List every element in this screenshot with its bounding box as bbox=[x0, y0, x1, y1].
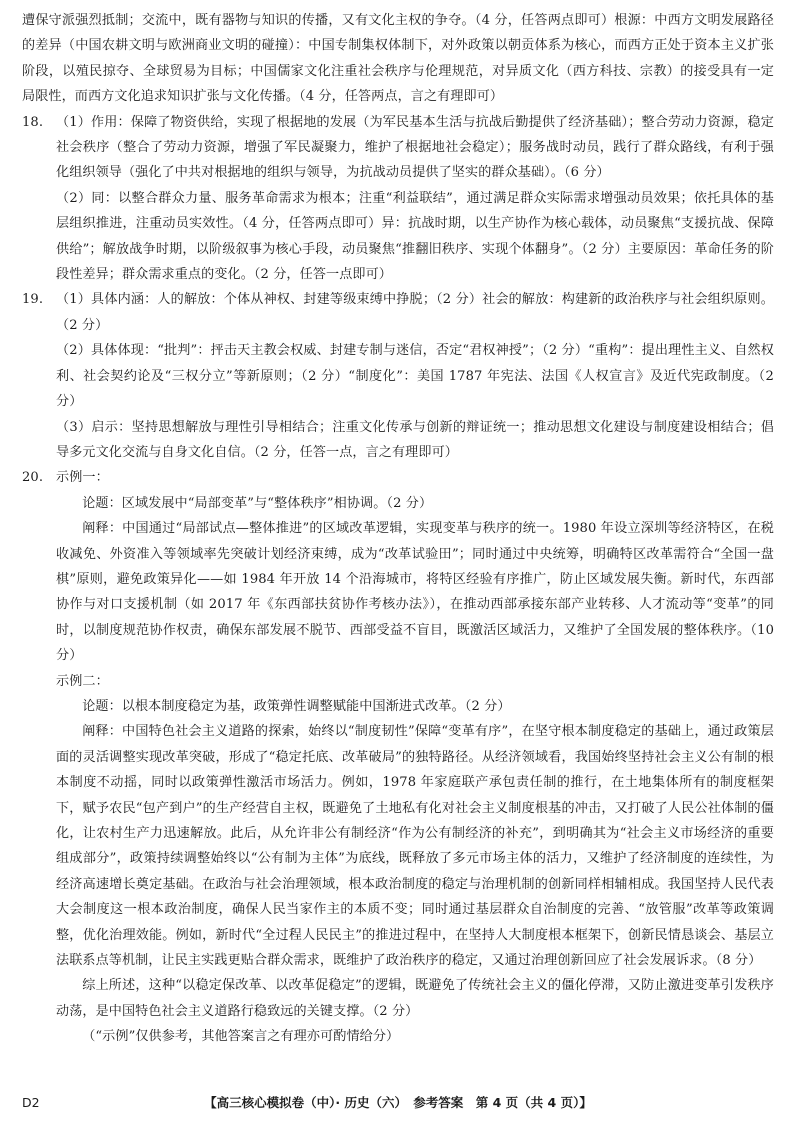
q20-example-2-body: 阐释：中国特色社会主义道路的探索，始终以“制度韧性”保障“变革有序”，在坚守根本制度稳定的基础上，通过政策层面的灵活调整实现改革突破，形成了“稳定托底、改革破局”的独特路径。从经济领域看，我国始终坚持社会主义公有制的根本制度不动摇，同时以政策弹性激活市场活力。例如，1978 年家庭联产承包责任制的推行，在土地集体所有的制度框架下，赋予农民“包产到户”的生产经营自主权，既避免了土地私有化对社会主义制度根基的冲击，又打破了人民公社体制的僵化，让农村生产力迅速解放。此后，从允许非公有制经济“作为公有制经济的补充”，到明确其为“社会主义市场经济的重要组成部分”，政策持续调整始终以“公有制为主体”为底线，既释放了多元市场主体的活力，又维护了经济制度的连续性，为经济高速增长奠定基础。在政治与社会治理领域，根本政治制度的稳定与治理机制的创新同样相辅相成。我国坚持人民代表大会制度这一根本政治制度，确保人民当家作主的本质不变；同时通过基层群众自治制度的完善、“放管服”改革等政策调整，优化治理效能。例如，新时代“全过程人民民主”的推进过程中，在坚持人大制度根本框架下，创新民情恳谈会、基层立法联系点等机制，让民主实践更贴合群众需求，既维护了政治秩序的稳定，又通过治理创新回应了社会发展诉求。（8 分） bbox=[56, 724, 774, 969]
answer-content bbox=[22, 8, 774, 1050]
q19-part-2: （2）具体体现：“批判”：抨击天主教会权威、封建专制与迷信，否定“君权神授”；（2 分）“重构”：提出理性主义、自然权利、社会契约论及“三权分立”等新原则；（2 分）“制度化”：美国 1787 年宪法、法国《人权宣言》及近代宪政制度。（2 分） bbox=[56, 343, 774, 410]
page-footer bbox=[22, 1094, 774, 1112]
q17-continuation-paragraph: 遭保守派强烈抵制；交流中，既有器物与知识的传播，又有文化主权的争夺。（4 分，任答两点即可）根源：中西方文明发展路径的差异（中国农耕文明与欧洲商业文明的碰撞）：中国专制集权体制下，对外政策以朝贡体系为核心，而西方正处于资本主义扩张阶段，以殖民掠夺、全球贸易为目标；中国儒家文化注重社会秩序与伦理规范，对异质文化（西方科技、宗教）的接受具有一定局限性，而西方文化追求知识扩张与文化传播。（4 分，任答两点，言之有理即可） bbox=[22, 13, 774, 105]
question-18-number: 18. bbox=[22, 114, 44, 130]
question-20 bbox=[22, 465, 774, 490]
q18-part-1: （1）作用：保障了物资供给，实现了根据地的发展（为军民基本生活与抗战后勤提供了经济基础）；整合劳动力资源，稳定社会秩序（整合了劳动力资源，增强了军民凝聚力，维护了根据地社会稳定）；服务战时动员，践行了群众路线，有利于强化组织领导（强化了中共对根据地的组织与领导，为抗战动员提供了坚实的群众基础）。（6 分） bbox=[56, 114, 774, 181]
footer-title: 【高三核心模拟卷（中）· 历史（六） 参考答案 第 4 页（共 4 页）】 bbox=[204, 1095, 592, 1110]
q20-example-2-label: 示例二： bbox=[56, 673, 109, 689]
q20-note: （“示例”仅供参考，其他答案言之有理亦可酌情给分） bbox=[82, 1029, 400, 1045]
q20-conclusion: 综上所述，这种“以稳定保改革、以改革促稳定”的逻辑，既避免了传统社会主义的僵化停滞，又防止激进变革引发秩序动荡，是中国特色社会主义道路行稳致远的关键支撑。（2 分） bbox=[56, 978, 774, 1019]
question-18 bbox=[22, 110, 774, 186]
question-19-number: 19. bbox=[22, 292, 44, 308]
q20-example-1-body: 阐释：中国通过“局部试点—整体推进”的区域改革逻辑，实现变革与秩序的统一。1980 年设立深圳等经济特区，在税收减免、外资准入等领域率先突破计划经济束缚，成为“改革试验田”；同时通过中央统筹，明确特区改革需符合“全国一盘棋”原则，避免政策异化——如 1984 年开放 14 个沿海城市，将特区经验有序推广，防止区域发展失衡。新时代，东西部协作与对口支援机制（如 2017 年《东西部扶贫协作考核办法》），在推动西部承接东部产业转移、人才流动等“变革”的同时，以制度规范协作权责，确保东部发展不脱节、西部受益不盲目，既激活区域活力，又维护了全国发展的整体秩序。（10 分） bbox=[56, 521, 774, 664]
paper-code: D2 bbox=[22, 1095, 40, 1110]
q18-part-2: （2）同：以整合群众力量、服务革命需求为根本；注重“利益联结”，通过满足群众实际需求增强动员效果；依托具体的基层组织推进，注重动员实效性。（4 分，任答两点即可）异：抗战时期，以生产协作为核心载体，动员聚焦“支援抗战、保障供给”；解放战争时期，以阶级叙事为核心手段，动员聚焦“推翻旧秩序、实现个体翻身”。（2 分）主要原因：革命任务的阶段性差异；群众需求重点的变化。（2 分，任答一点即可） bbox=[56, 190, 774, 283]
q19-part-1: （1）具体内涵：人的解放：个体从神权、封建等级束缚中挣脱；（2 分）社会的解放：构建新的政治秩序与社会组织原则。（2 分） bbox=[56, 292, 774, 333]
q20-example-1-thesis: 论题：区域发展中“局部变革”与“整体秩序”相协调。（2 分） bbox=[82, 495, 433, 511]
q20-example-2-thesis: 论题：以根本制度稳定为基，政策弹性调整赋能中国渐进式改革。（2 分） bbox=[82, 698, 511, 714]
q19-part-3: （3）启示：坚持思想解放与理性引导相结合；注重文化传承与创新的辩证统一；推动思想文化建设与制度建设相结合；倡导多元文化交流与自身文化自信。（2 分，任答一点，言之有理即可） bbox=[56, 419, 774, 460]
question-19 bbox=[22, 287, 774, 338]
question-20-number: 20. bbox=[22, 470, 44, 486]
q20-example-1-label: 示例一： bbox=[56, 470, 109, 486]
